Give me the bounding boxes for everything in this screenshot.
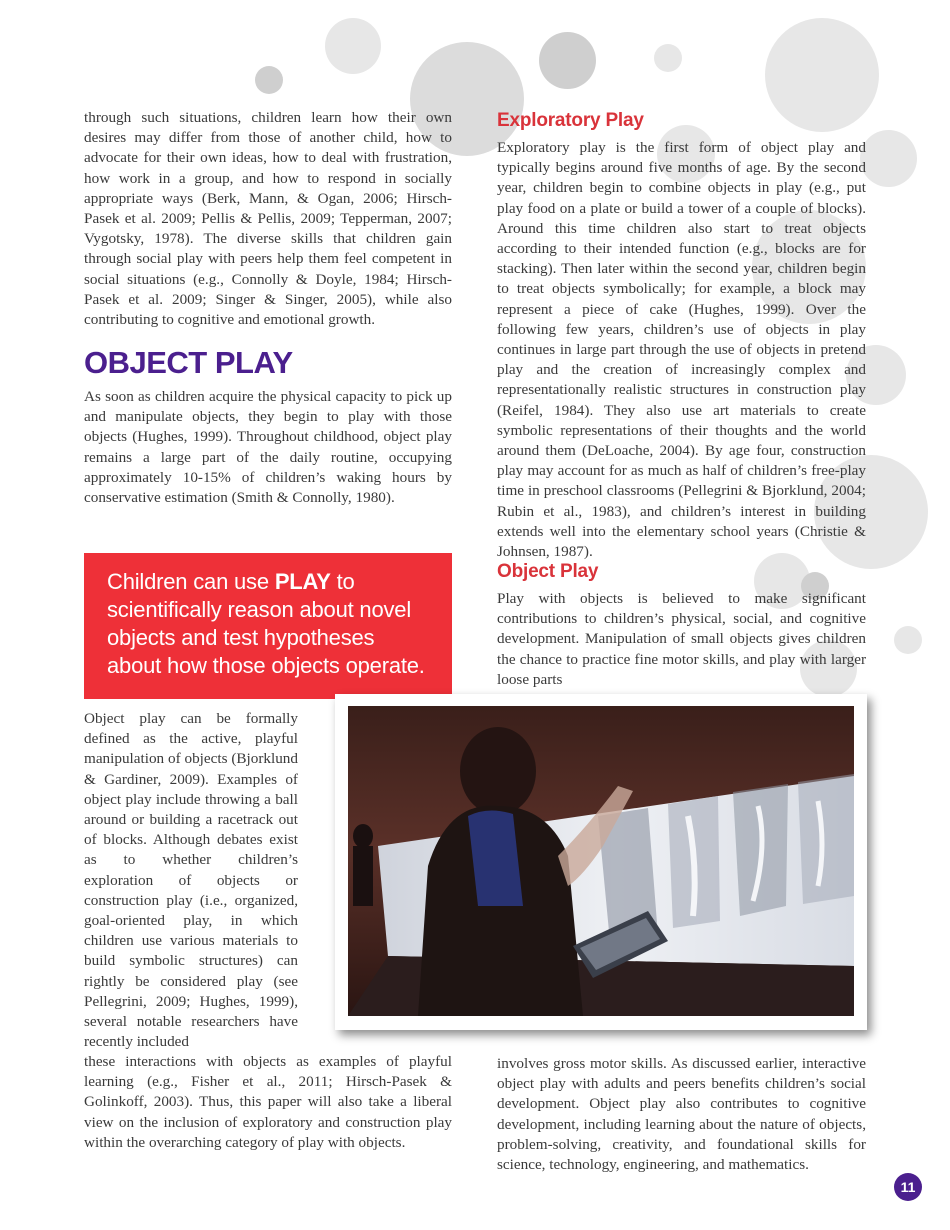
- heading-exploratory-play: Exploratory Play: [497, 110, 644, 131]
- pull-quote-emphasis: PLAY: [274, 569, 331, 594]
- object-play-continuation: these interactions with objects as examples of playful learning (e.g., Fisher et al., 2011; Hirsch-Pasek & Golinkoff, 2003). Thus, this paper will also take a liberal view on the inclusion of exploratory and construction play within the overarching category of play with objects.: [84, 1053, 452, 1151]
- object-play-definition: Object play can be formally defined as the active, playful manipulation of objects (Bjorklund & Gardiner, 2009). Examples of object play include throwing a ball around or building a racetrack out of blocks. Although debates exist as to whether children’s exploration of objects or construction play (i.e., organized, goal-oriented play, in which children use various materials to build symbolic structures) can rightly be considered play (see Pellegrini, 2009; Hughes, 1999), several notable researchers have recently included: [84, 710, 298, 1051]
- child-xray-photo: [348, 706, 854, 1016]
- page-number: 11: [894, 1173, 922, 1201]
- intro-paragraph: through such situations, children learn how their own desires may differ from those of another child, how to advocate for their own ideas, how to deal with frustration, how work in a group, and how to respond in socially appropriate ways (Berk, Mann, & Ogan, 2006; Hirsch-Pasek et al. 2009; Pellis & Pellis, 2009; Tepperman, 2007; Vygotsky, 1978). The diverse skills that children gain through social play with peers help them feel competent in social situations (e.g., Connolly & Doyle, 1984; Hirsch-Pasek et al. 2009; Singer & Singer, 2005), while also contributing to cognitive and emotional growth.: [84, 109, 452, 329]
- object-play-body-top: Play with objects is believed to make significant contributions to children’s physical, social, and cognitive development. Manipulation of small objects gives children the chance to practice fine motor skills, and play with larger loose parts: [497, 590, 866, 688]
- pull-quote-text: Children can use PLAY to scientifically reason about novel objects and test hypotheses about how those objects operate.: [107, 569, 425, 678]
- object-play-body-bottom: involves gross motor skills. As discussed earlier, interactive object play with adults and peers benefits children’s social development. Object play also contributes to cognitive development, including learning about the nature of objects, problem-solving, creativity, and foundational skills for science, technology, engineering, and mathematics.: [497, 1055, 866, 1174]
- heading-object-play: Object Play: [497, 561, 599, 582]
- exploratory-play-body: Exploratory play is the first form of object play and typically begins around five months of age. By the second year, children begin to combine objects in play (e.g., put play food on a plate or build a tower of a couple of blocks). Around this time children also start to treat objects according to their intended function (e.g., blocks are for stacking). Then later within the second year, children begin to treat objects symbolically; for example, a block may represent a piece of cake (Hughes, 1999). Over the following few years, children’s use of objects in play continues in large part through the use of objects in pretend play and the creation of increasingly complex and representationally realistic structures in construction play (Reifel, 1984). They also use art materials to create symbolic representations of their thoughts and the world around them (DeLoache, 2004). By age four, construction play may account for as much as half of children’s free-play time in preschool classrooms (Pellegrini & Bjorklund, 2004; Rubin et al., 1983), and children’s interest in building extends well into the elementary school years (Christie & Johnsen, 1987).: [497, 139, 866, 561]
- section-title-object-play: OBJECT PLAY: [84, 345, 293, 380]
- photo-frame: [335, 694, 867, 1030]
- pull-quote: [84, 553, 452, 699]
- object-play-intro: As soon as children acquire the physical capacity to pick up and manipulate objects, they begin to play with those objects (Hughes, 1999). Throughout childhood, object play remains a large part of the daily routine, occupying approximately 10-15% of children’s waking hours by conservative estimation (Smith & Connolly, 1980).: [84, 388, 452, 507]
